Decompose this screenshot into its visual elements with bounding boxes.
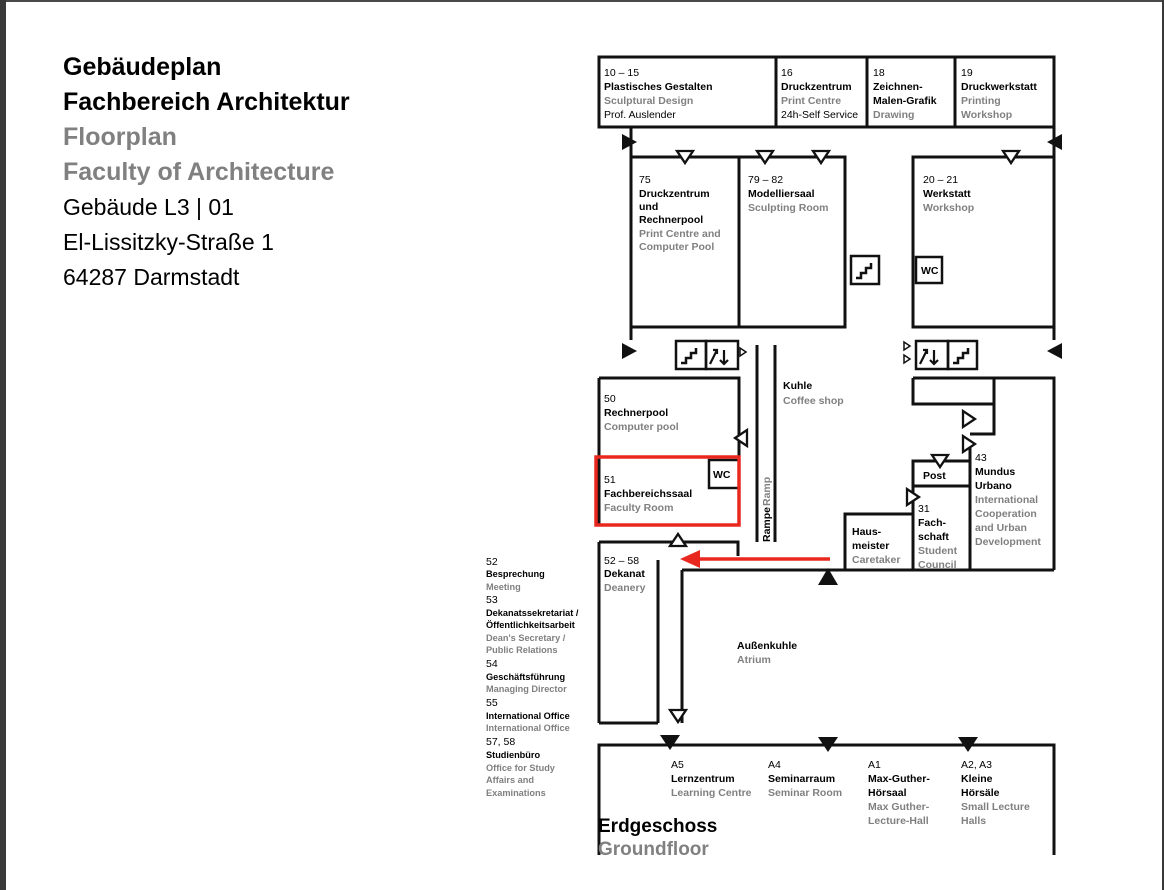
svg-text:31: 31: [918, 503, 930, 515]
door-marker-icon: [740, 348, 746, 356]
svg-text:50: 50: [604, 393, 616, 405]
svg-text:Student: Student: [918, 545, 958, 557]
legend-num: 55: [486, 697, 498, 709]
svg-text:Post: Post: [923, 470, 946, 482]
room-19: [961, 67, 1037, 121]
legend-de: Öffentlichkeitsarbeit: [486, 620, 575, 630]
caretaker: [852, 526, 900, 566]
svg-text:Lernzentrum: Lernzentrum: [671, 773, 735, 785]
door-marker-icon: [735, 430, 747, 446]
svg-text:Kuhle: Kuhle: [783, 380, 813, 392]
entrance-markers: [622, 134, 1062, 752]
atrium: [737, 640, 797, 666]
svg-text:Druckzentrum: Druckzentrum: [639, 188, 710, 200]
svg-text:Fach-: Fach-: [918, 517, 947, 529]
svg-text:Small Lecture: Small Lecture: [961, 801, 1030, 813]
svg-text:43: 43: [975, 452, 987, 464]
svg-text:Print Centre and: Print Centre and: [639, 228, 721, 240]
room-a4: [768, 759, 842, 799]
highlight-arrowhead-icon: [680, 550, 700, 568]
svg-text:schaft: schaft: [918, 531, 949, 543]
door-marker-icon: [670, 710, 686, 722]
svg-text:International: International: [975, 494, 1039, 506]
door-marker-icon: [670, 534, 686, 546]
svg-text:Druckwerkstatt: Druckwerkstatt: [961, 81, 1037, 93]
legend-de: Besprechung: [486, 569, 545, 579]
svg-text:Caretaker: Caretaker: [852, 554, 901, 566]
entrance-arrow-icon: [1047, 343, 1062, 359]
floor-label-en: Groundfloor: [598, 839, 709, 860]
room-52-58: [604, 555, 646, 594]
svg-text:A4: A4: [768, 759, 781, 771]
entrance-arrow-icon: [660, 735, 680, 750]
svg-text:und: und: [639, 201, 659, 213]
post: [923, 470, 946, 482]
street-address: El-Lissitzky-Straße 1: [63, 229, 274, 255]
svg-text:Atrium: Atrium: [737, 654, 771, 666]
legend-de: International Office: [486, 711, 570, 721]
svg-text:Computer Pool: Computer Pool: [639, 241, 715, 253]
kuhle-coffee-shop: [783, 380, 844, 407]
svg-text:Max-Guther-: Max-Guther-: [868, 773, 930, 785]
svg-text:Drawing: Drawing: [873, 109, 915, 121]
legend-de: Dekanatssekretariat /: [486, 608, 579, 618]
building-code: Gebäude L3 | 01: [63, 194, 234, 220]
room-50: [604, 393, 679, 433]
legend-num: 52: [486, 556, 498, 568]
svg-text:Hörsäle: Hörsäle: [961, 787, 1000, 799]
svg-text:Rechnerpool: Rechnerpool: [639, 214, 704, 226]
svg-text:18: 18: [873, 67, 885, 79]
legend-en: Meeting: [486, 582, 521, 592]
door-marker-icon: [904, 342, 910, 350]
floor-label-de: Erdgeschoss: [598, 816, 718, 837]
svg-text:16: 16: [781, 67, 793, 79]
svg-text:Council: Council: [918, 559, 957, 571]
svg-text:10 – 15: 10 – 15: [604, 67, 640, 79]
svg-text:Haus-: Haus-: [852, 526, 882, 538]
svg-text:Urbano: Urbano: [975, 480, 1012, 492]
svg-text:Cooperation: Cooperation: [975, 508, 1037, 520]
room-79-82: [748, 174, 829, 214]
svg-text:Mundus: Mundus: [975, 466, 1016, 478]
svg-text:Workshop: Workshop: [961, 109, 1013, 121]
legend-num: 54: [486, 658, 498, 670]
svg-text:Hörsaal: Hörsaal: [868, 787, 907, 799]
title-de-line1: Gebäudeplan: [63, 53, 222, 81]
svg-text:Druckzentrum: Druckzentrum: [781, 81, 852, 93]
svg-text:Dekanat: Dekanat: [604, 568, 645, 580]
svg-text:Werkstatt: Werkstatt: [923, 188, 971, 200]
svg-text:meister: meister: [852, 540, 890, 552]
svg-text:Rechnerpool: Rechnerpool: [604, 407, 669, 419]
svg-text:24h-Self Service: 24h-Self Service: [781, 109, 859, 121]
svg-text:Learning Centre: Learning Centre: [671, 787, 752, 799]
door-marker-icon: [904, 355, 910, 363]
city-address: 64287 Darmstadt: [63, 264, 240, 290]
legend-en: Examinations: [486, 788, 546, 798]
legend-dekanat: [486, 556, 579, 798]
svg-text:Rampe: Rampe: [761, 506, 773, 542]
legend-num: 57, 58: [486, 736, 516, 748]
svg-text:Fachbereichssaal: Fachbereichssaal: [604, 488, 693, 500]
legend-en: Managing Director: [486, 684, 567, 694]
svg-text:79 – 82: 79 – 82: [748, 174, 784, 186]
svg-text:and Urban: and Urban: [975, 522, 1027, 534]
legend-en: International Office: [486, 723, 570, 733]
room-51: [604, 474, 692, 514]
svg-text:75: 75: [639, 174, 651, 186]
legend-en: Office for Study: [486, 763, 555, 773]
room-43: [975, 452, 1041, 548]
svg-text:Seminar Room: Seminar Room: [768, 787, 843, 799]
svg-text:Zeichnen-: Zeichnen-: [873, 81, 923, 93]
title-en-line1: Floorplan: [63, 123, 177, 151]
svg-text:19: 19: [961, 67, 973, 79]
room-10-15: [604, 67, 713, 121]
svg-text:Printing: Printing: [961, 95, 1001, 107]
wc-label-lower: WC: [713, 469, 731, 481]
svg-text:A1: A1: [868, 759, 881, 771]
entrance-arrow-icon: [622, 343, 637, 359]
title-en-line2: Faculty of Architecture: [63, 158, 335, 186]
svg-text:Deanery: Deanery: [604, 582, 646, 594]
svg-text:Halls: Halls: [961, 815, 987, 827]
ramp-label: [761, 477, 773, 542]
svg-text:20 – 21: 20 – 21: [923, 174, 959, 186]
room-16: [781, 67, 858, 121]
svg-text:Außenkuhle: Außenkuhle: [737, 640, 798, 652]
title-de-line2: Fachbereich Architektur: [63, 88, 350, 116]
svg-text:Kleine: Kleine: [961, 773, 993, 785]
room-a5: [671, 759, 752, 799]
svg-text:Seminarraum: Seminarraum: [768, 773, 836, 785]
svg-text:Prof. Auslender: Prof. Auslender: [604, 109, 676, 121]
room-20-21: [923, 174, 974, 214]
svg-text:Faculty Room: Faculty Room: [604, 502, 674, 514]
svg-text:Computer pool: Computer pool: [604, 421, 679, 433]
svg-text:Plastisches Gestalten: Plastisches Gestalten: [604, 81, 713, 93]
svg-text:Max Guther-: Max Guther-: [868, 801, 930, 813]
door-marker-icon: [963, 411, 975, 427]
svg-text:Ramp: Ramp: [761, 476, 773, 506]
legend-num: 53: [486, 594, 498, 606]
room-a2-a3: [961, 759, 1030, 827]
legend-de: Studienbüro: [486, 750, 541, 760]
room-18: [873, 67, 937, 121]
svg-text:Lecture-Hall: Lecture-Hall: [868, 815, 929, 827]
room-75: [639, 174, 721, 253]
svg-text:Sculpting Room: Sculpting Room: [748, 202, 829, 214]
room-a1: [868, 759, 930, 827]
svg-text:A5: A5: [671, 759, 684, 771]
legend-en: Public Relations: [486, 645, 558, 655]
legend-en: Affairs and: [486, 775, 534, 785]
svg-text:Workshop: Workshop: [923, 202, 975, 214]
legend-de: Geschäftsführung: [486, 672, 566, 682]
room-31: [918, 503, 958, 571]
svg-text:52 – 58: 52 – 58: [604, 555, 640, 567]
svg-text:Development: Development: [975, 536, 1041, 548]
svg-text:51: 51: [604, 474, 616, 486]
svg-text:Print Centre: Print Centre: [781, 95, 842, 107]
svg-text:Coffee shop: Coffee shop: [783, 395, 844, 407]
wc-label-upper: WC: [921, 265, 939, 277]
legend-en: Dean's Secretary /: [486, 633, 566, 643]
svg-text:A2, A3: A2, A3: [961, 759, 992, 771]
svg-text:Sculptural Design: Sculptural Design: [604, 95, 694, 107]
svg-text:Malen-Grafik: Malen-Grafik: [873, 95, 937, 107]
svg-text:Modelliersaal: Modelliersaal: [748, 188, 815, 200]
